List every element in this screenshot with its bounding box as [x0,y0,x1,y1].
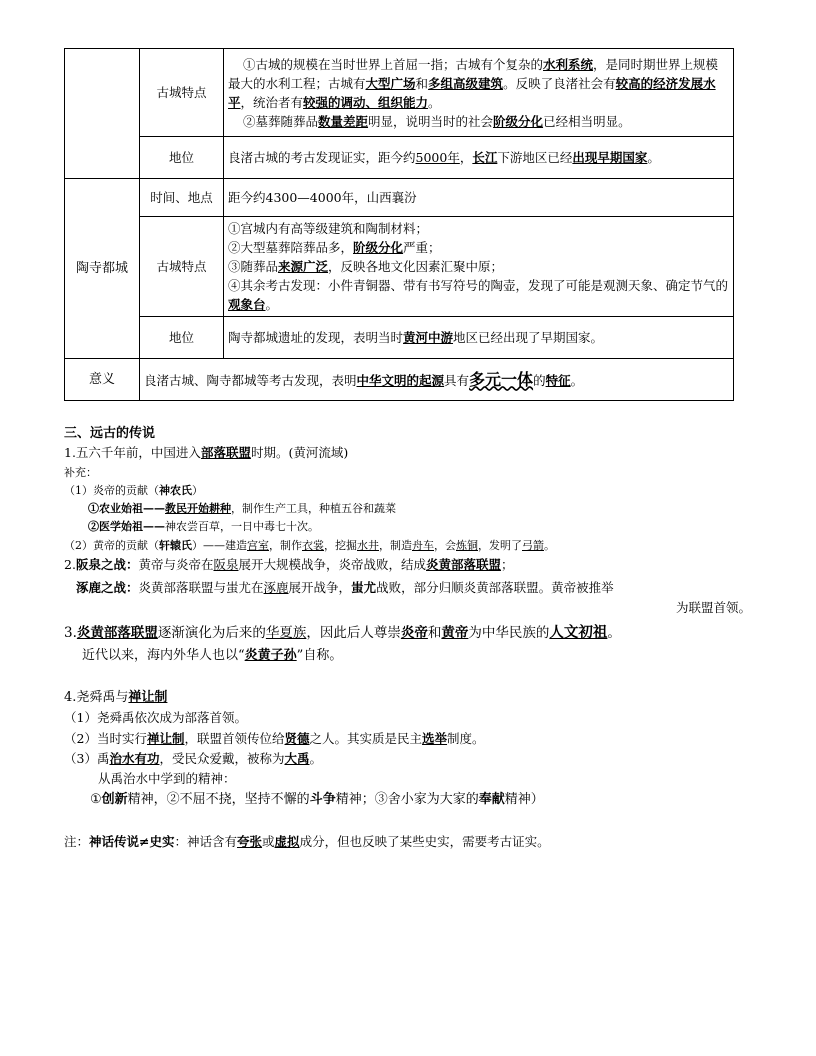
liangzhu-name-cell [65,49,140,179]
liangzhu-feature-text: ①古城的规模在当时世界上首屈一指；古城有个复杂的水利系统，是同时期世界上规模最大的水利工程；古城有大型广场和多组高级建筑。反映了良渚社会有较高的经济发展水平，统治者有较强的调动、组织能力。 ②墓葬随葬品数量差距明显，说明当时的社会阶级分化已经相当明显。 [224,49,734,137]
yandi-agriculture: ①农业始祖——教民开始耕种，制作生产工具，种植五谷和蔬菜 [88,502,396,515]
liangzhu-status-label: 地位 [140,137,224,179]
yanhuang-descendants: 近代以来，海内外华人也以“炎黄子孙”自称。 [82,648,343,663]
table-row [65,49,734,137]
zhuolu-battle-cont: 为联盟首领。 [676,600,752,615]
table-row [65,217,734,317]
taosi-status-label: 地位 [140,317,224,359]
note-line: 注：神话传说≠史实：神话含有夸张或虚拟成分，但也反映了某些史实，需要考古证实。 [64,834,550,849]
civilization-table [64,48,734,401]
liangzhu-status-text: 良渚古城的考古发现证实，距今约5000年，长江下游地区已经出现早期国家。 [224,137,734,179]
section-heading: 三、远古的传说 [64,426,156,441]
taosi-status-text: 陶寺都城遗址的发现，表明当时黄河中游地区已经出现了早期国家。 [224,317,734,359]
liangzhu-feature-label: 古城特点 [140,49,224,137]
taosi-time-value: 距今约4300—4000年，山西襄汾 [224,179,734,217]
yandi-contribution: （1）炎帝的贡献（神农氏） [64,484,203,497]
supplement-label: 补充： [64,466,97,479]
shanrang-item-3: （3）禹治水有功，受民众爱戴，被称为大禹。 [64,751,323,766]
meaning-label: 意义 [65,359,140,401]
table-row [65,137,734,179]
meaning-text: 良渚古城、陶寺都城等考古发现，表明中华文明的起源具有多元一体的特征。 [140,359,734,401]
shanrang-heading: 4.尧舜禹与禅让制 [64,690,168,705]
yandi-medicine: ②医学始祖——神农尝百草，一日中毒七十次。 [88,520,319,533]
legend-line-1: 1.五六千年前，中国进入部落联盟时期。(黄河流域) [64,445,349,460]
shanrang-item-2: （2）当时实行禅让制，联盟首领传位给贤德之人。其实质是民主选举制度。 [64,731,485,746]
spirit-intro: 从禹治水中学到的精神： [98,771,236,786]
banquan-battle: 2.阪泉之战：黄帝与炎帝在阪泉展开大规模战争，炎帝战败，结成炎黄部落联盟； [64,557,514,572]
table-row [65,359,734,401]
huangdi-contribution: （2）黄帝的贡献（轩辕氏）——建造宫室，制作衣裳，挖掘水井，制造舟车，会炼铜，发明了弓箭。 [64,539,555,552]
table-row [65,317,734,359]
shanrang-item-1: （1）尧舜禹依次成为部落首领。 [64,710,247,725]
zhuolu-battle: 涿鹿之战：炎黄部落联盟与蚩尤在涿鹿展开战争，蚩尤战败，部分归顺炎黄部落联盟。黄帝被推举 [76,580,614,595]
taosi-name-cell: 陶寺都城 [65,179,140,359]
yanhuang-ancestors: 3.炎黄部落联盟逐渐演化为后来的华夏族，因此后人尊崇炎帝和黄帝为中华民族的人文初祖。 [64,624,621,641]
table-row [65,179,734,217]
taosi-feature-label: 古城特点 [140,217,224,317]
taosi-feature-text: ①宫城内有高等级建筑和陶制材料； ②大型墓葬陪葬品多，阶级分化严重； ③随葬品来源广泛，反映各地文化因素汇聚中原； ④其余考古发现：小件青铜器、带有书写符号的陶壶，发现了可能是观测天象、确定节气的观象台。 [224,217,734,317]
spirit-list: ①创新精神，②不屈不挠，坚持不懈的斗争精神；③舍小家为大家的奉献精神） [90,792,544,807]
taosi-time-label: 时间、地点 [140,179,224,217]
